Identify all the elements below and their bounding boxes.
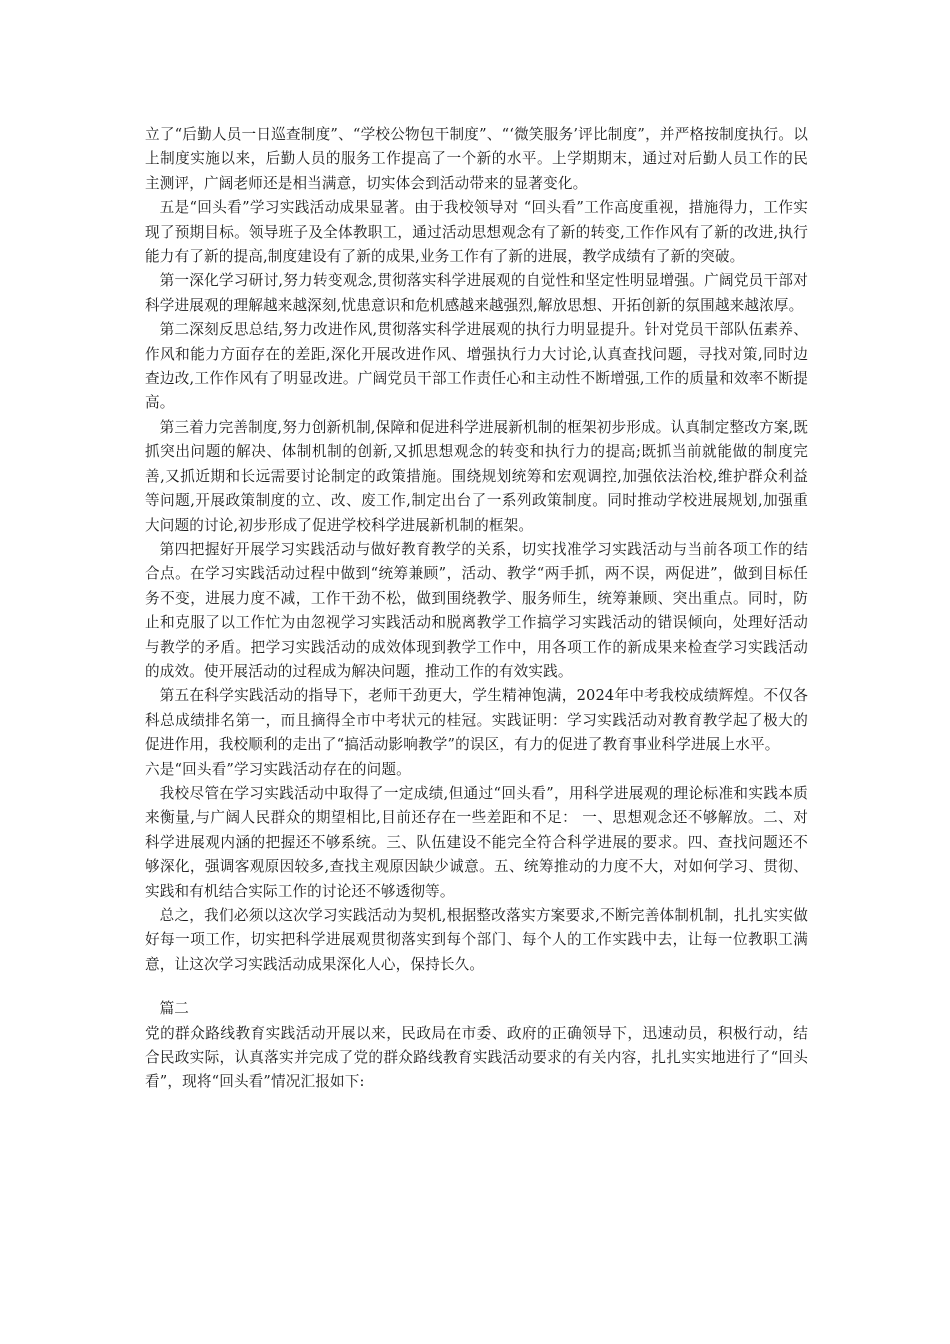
paragraph-8: 六是“回头看”学习实践活动存在的问题。 bbox=[145, 760, 411, 778]
paragraph-1: 立了“后勤人员一日巡查制度”、“学校公物包干制度”、“‘微笑服务’评比制度”，并严格按制度执行。以上制度实施以来，后勤人员的服务工作提高了一个新的水平。上学期期末，通过对后勤人员工作的民主测评，广阔老师还是相当满意，切实体会到活动带来的显著变化。 bbox=[145, 126, 808, 192]
paragraph-9: 我校尽管在学习实践活动中取得了一定成绩,但通过“回头看”，用科学进展观的理论标准和实践本质来衡量,与广阔人民群众的期望相比,目前还存在一些差距和不足： 一、思想观念还不够解放。二、对科学进展观内涵的把握还不够系统。三、队伍建设不能完全符合科学进展的要求。四、查找问题还不够深化，强调客观原因较多,查找主观原因缺少诚意。五、统筹推动的力度不大，对如何学习、贯彻、实践和有机结合实际工作的讨论还不够透彻等。 bbox=[145, 784, 808, 900]
section-paragraph: 党的群众路线教育实践活动开展以来，民政局在市委、政府的正确领导下，迅速动员，积极行动，结合民政实际，认真落实并完成了党的群众路线教育实践活动要求的有关内容，扎扎实实地进行了“回头看”，现将“回头看”情况汇报如下: bbox=[145, 1024, 808, 1091]
document-page bbox=[145, 123, 808, 1095]
paragraph-7: 第五在科学实践活动的指导下，老师干劲更大，学生精神饱满，2024年中考我校成绩辉煌。不仅各科总成绩排名第一，而且摘得全市中考状元的桂冠。实践证明：学习实践活动对教育教学起了极大的促进作用，我校顺利的走出了“搞活动影响教学”的误区，有力的促进了教育事业科学进展上水平。 bbox=[145, 687, 808, 754]
paragraph-3: 第一深化学习研讨,努力转变观念,贯彻落实科学进展观的自觉性和坚定性明显增强。广阔党员干部对科学进展观的理解越来越深刻,忧患意识和危机感越来越强烈,解放思想、开拓创新的氛围越来越浓厚。 bbox=[145, 272, 808, 314]
paragraph-10: 总之，我们必须以这次学习实践活动为契机,根据整改落实方案要求,不断完善体制机制，扎扎实实做好每一项工作，切实把科学进展观贯彻落实到每个部门、每个人的工作实践中去，让每一位教职工满意，让这次学习实践活动成果深化人心，保持长久。 bbox=[145, 907, 808, 973]
paragraph-6: 第四把握好开展学习实践活动与做好教育教学的关系，切实找准学习实践活动与当前各项工作的结合点。在学习实践活动过程中做到“统筹兼顾”，活动、教学“两手抓，两不误，两促进”，做到目标任务不变，进展力度不减，工作干劲不松，做到围绕教学、服务师生，统筹兼顾、突出重点。同时，防止和克服了以工作忙为由忽视学习实践活动和脱离教学工作搞学习实践活动的错误倾向，处理好活动与教学的矛盾。把学习实践活动的成效体现到教学工作中，用各项工作的新成果来检查学习实践活动的成效。使开展活动的过程成为解决问题，推动工作的有效实践。 bbox=[145, 540, 808, 680]
paragraph-4: 第二深刻反思总结,努力改进作风,贯彻落实科学进展观的执行力明显提升。针对党员干部队伍素养、作风和能力方面存在的差距,深化开展改进作风、增强执行力大讨论,认真查找问题，寻找对策,同时边查边改,工作作风有了明显改进。广阔党员干部工作责任心和主动性不断增强,工作的质量和效率不断提高。 bbox=[145, 321, 808, 412]
paragraph-2: 五是“回头看”学习实践活动成果显著。由于我校领导对 “回头看”工作高度重视，措施得力，工作实现了预期目标。领导班子及全体教职工，通过活动思想观念有了新的转变,工作作风有了新的改进,执行能力有了新的提高,制度建设有了新的成果,业务工作有了新的进展，教学成绩有了新的突破。 bbox=[145, 199, 808, 266]
section-label: 篇二 bbox=[159, 1000, 189, 1018]
paragraph-5: 第三着力完善制度,努力创新机制,保障和促进科学进展新机制的框架初步形成。认真制定整改方案,既抓突出问题的解决、体制机制的创新,又抓思想观念的转变和执行力的提高;既抓当前就能做的制度完善,又抓近期和长远需要讨论制定的政策措施。围绕规划统筹和宏观调控,加强依法治校,维护群众利益等问题,开展政策制度的立、改、废工作,制定出台了一系列政策制度。同时推动学校进展规划,加强重大问题的讨论,初步形成了促进学校科学进展新机制的框架。 bbox=[145, 418, 808, 534]
